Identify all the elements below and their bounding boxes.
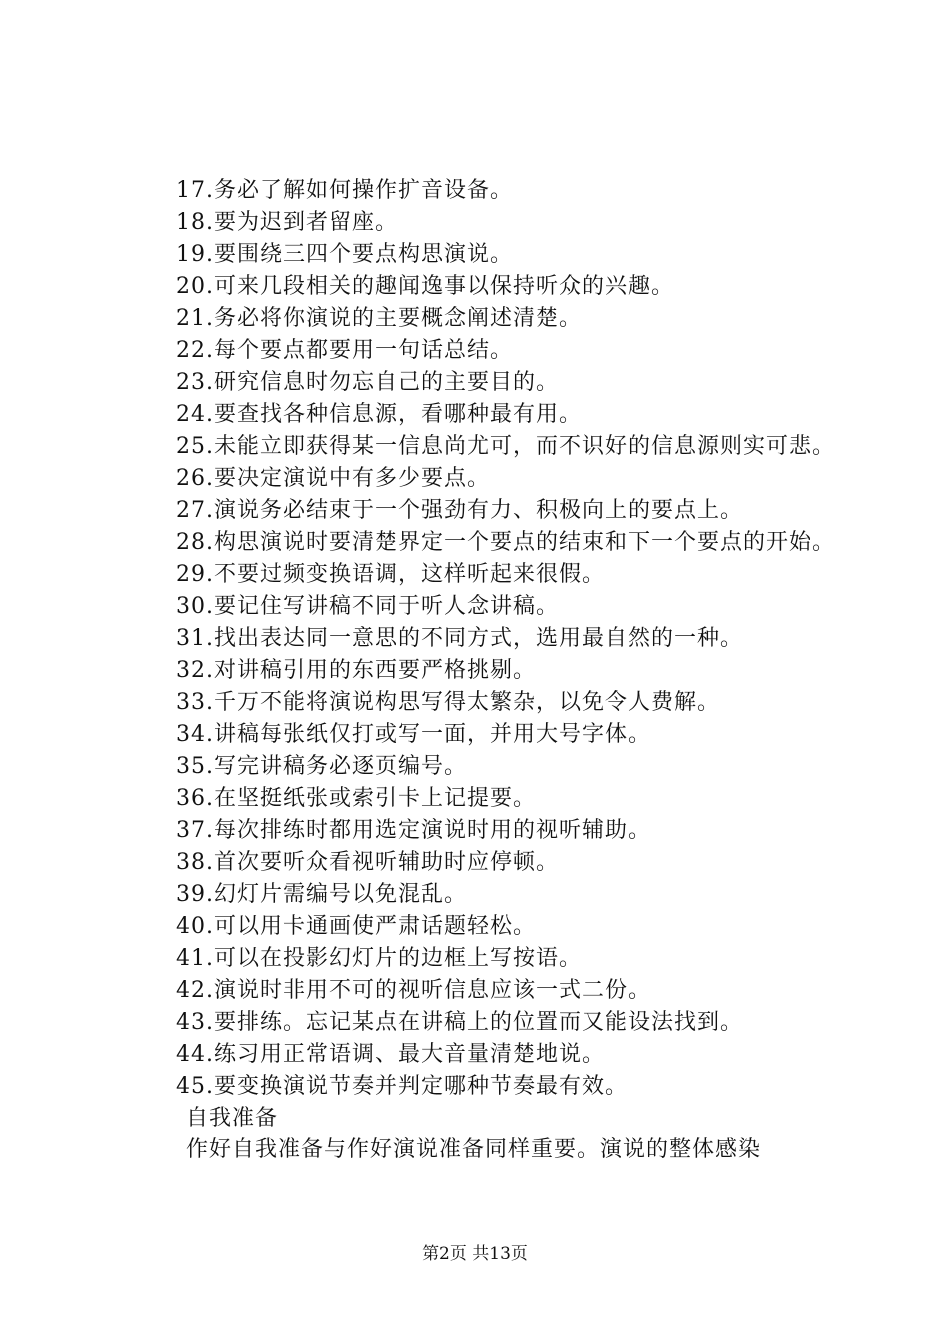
list-item: 42.演说时非用不可的视听信息应该一式二份。: [176, 978, 651, 1003]
list-item: 28.构思演说时要清楚界定一个要点的结束和下一个要点的开始。: [176, 530, 835, 555]
list-item: 31.找出表达同一意思的不同方式，选用最自然的一种。: [176, 626, 743, 651]
list-item: 29.不要过频变换语调，这样听起来很假。: [176, 562, 605, 587]
list-item: 23.研究信息时勿忘自己的主要目的。: [176, 370, 559, 395]
page-footer: 第2页 共13页: [422, 1244, 528, 1264]
list-item: 37.每次排练时都用选定演说时用的视听辅助。: [176, 818, 651, 843]
list-item: 39.幻灯片需编号以免混乱。: [176, 882, 467, 907]
section-heading: 自我准备: [186, 1106, 279, 1131]
list-item: 38.首次要听众看视听辅助时应停顿。: [176, 850, 559, 875]
list-item: 17.务必了解如何操作扩音设备。: [176, 178, 513, 203]
list-item: 24.要查找各种信息源，看哪种最有用。: [176, 402, 582, 427]
document-body: [130, 175, 840, 1165]
list-item: 41.可以在投影幻灯片的边框上写按语。: [176, 946, 582, 971]
section-paragraph: 作好自我准备与作好演说准备同样重要。演说的整体感染: [186, 1137, 762, 1162]
list-item: 33.千万不能将演说构思写得太繁杂，以免令人费解。: [176, 690, 720, 715]
list-item: 40.可以用卡通画使严肃话题轻松。: [176, 914, 536, 939]
list-item: 44.练习用正常语调、最大音量清楚地说。: [176, 1042, 605, 1067]
list-item: 25.未能立即获得某一信息尚尤可，而不识好的信息源则实可悲。: [176, 434, 835, 459]
list-item: 34.讲稿每张纸仅打或写一面，并用大号字体。: [176, 722, 651, 747]
list-item: 20.可来几段相关的趣闻逸事以保持听众的兴趣。: [176, 274, 674, 299]
list-item: 36.在坚挺纸张或索引卡上记提要。: [176, 786, 536, 811]
list-item: 30.要记住写讲稿不同于听人念讲稿。: [176, 594, 559, 619]
list-item: 22.每个要点都要用一句话总结。: [176, 338, 513, 363]
list-item: 21.务必将你演说的主要概念阐述清楚。: [176, 306, 582, 331]
list-item: 45.要变换演说节奏并判定哪种节奏最有效。: [176, 1074, 628, 1099]
list-item: 26.要决定演说中有多少要点。: [176, 466, 490, 491]
list-item: 18.要为迟到者留座。: [176, 210, 398, 235]
list-item: 19.要围绕三四个要点构思演说。: [176, 242, 513, 267]
list-item: 35.写完讲稿务必逐页编号。: [176, 754, 467, 779]
list-item: 27.演说务必结束于一个强劲有力、积极向上的要点上。: [176, 498, 743, 523]
list-item: 43.要排练。忘记某点在讲稿上的位置而又能设法找到。: [176, 1010, 743, 1035]
list-item: 32.对讲稿引用的东西要严格挑剔。: [176, 658, 536, 683]
